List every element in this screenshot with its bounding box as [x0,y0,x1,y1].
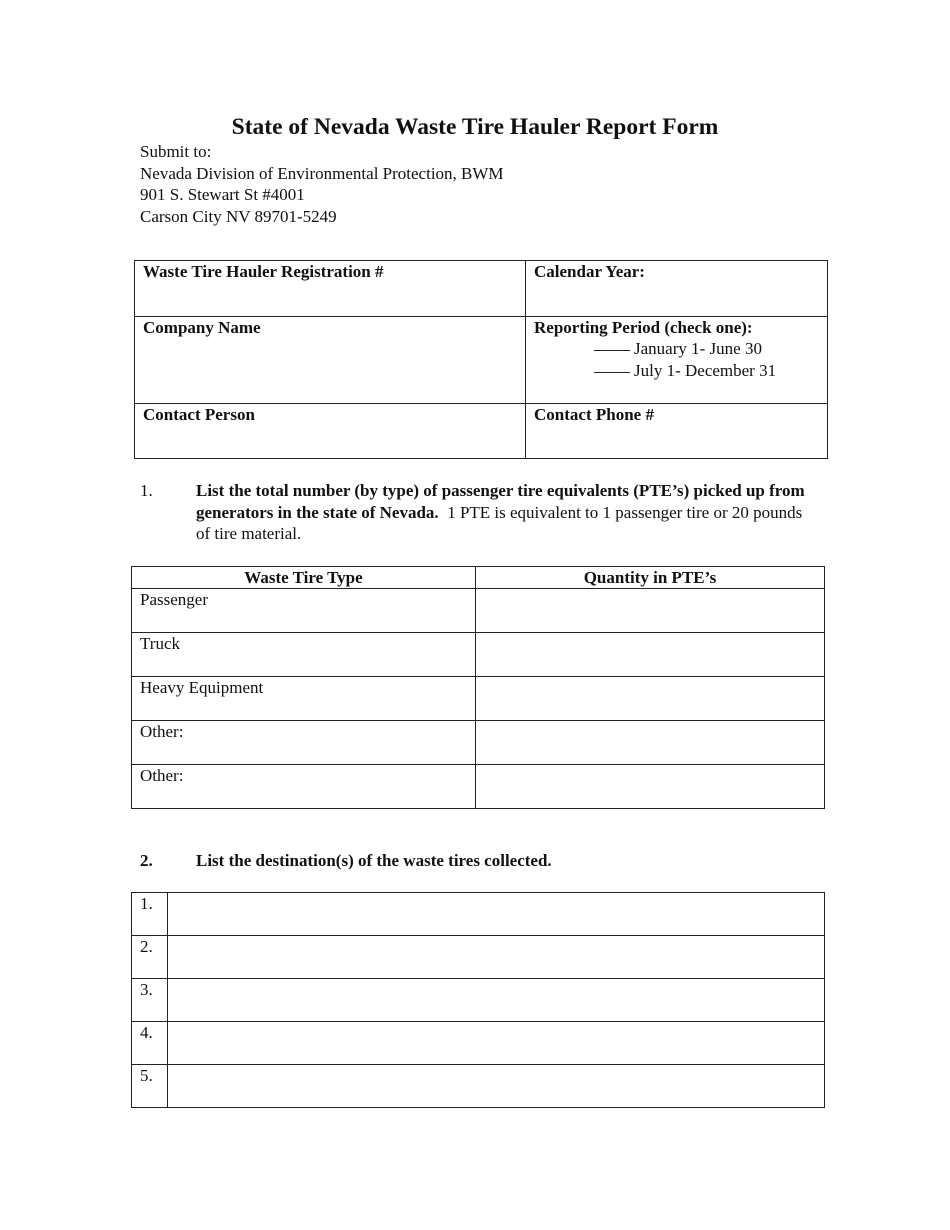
question-1 [140,480,820,545]
table-row [132,936,825,979]
question-1-note: 1 PTE is equivalent to 1 passenger tire or 20 pounds of tire material. [196,502,803,543]
question-1-bold-text: List the total number (by type) of passenger tire equivalents (PTE’s) picked up from generators in the state of Nevada. [196,481,805,522]
destination-input-cell[interactable] [168,1065,825,1108]
tire-type-cell[interactable]: Other: [132,721,476,765]
tire-type-cell: Truck [132,633,476,677]
calendar-year-label: Calendar Year: [534,262,645,281]
column-header-type: Waste Tire Type [132,567,476,589]
contact-phone-label: Contact Phone # [534,405,654,424]
table-row [132,765,825,809]
table-row [132,721,825,765]
destination-number: 4. [132,1022,168,1065]
contact-phone-field[interactable] [526,404,828,459]
contact-person-field[interactable] [135,404,526,459]
destination-input-cell[interactable] [168,936,825,979]
table-row [132,979,825,1022]
quantity-input-cell[interactable] [476,765,825,809]
company-name-field[interactable] [135,317,526,404]
destination-number: 3. [132,979,168,1022]
table-row [132,677,825,721]
table-row [132,589,825,633]
question-1-number: 1. [140,481,153,500]
reporting-period-cell [526,317,828,404]
address-line: Carson City NV 89701-5249 [140,206,337,226]
destination-number: 1. [132,893,168,936]
submit-label: Submit to: [140,142,212,161]
table-row [132,893,825,936]
question-2-text: List the destination(s) of the waste tires collected. [196,851,552,870]
quantity-input-cell[interactable] [476,677,825,721]
destination-number: 2. [132,936,168,979]
waste-tire-type-table [131,566,825,809]
hauler-info-table [134,260,828,459]
destination-input-cell[interactable] [168,1022,825,1065]
calendar-year-field[interactable] [526,261,828,317]
quantity-input-cell[interactable] [476,589,825,633]
table-row [132,1065,825,1108]
question-2 [140,850,552,871]
destination-number: 5. [132,1065,168,1108]
contact-person-label: Contact Person [143,405,255,424]
tire-type-cell: Heavy Equipment [132,677,476,721]
form-title: State of Nevada Waste Tire Hauler Report Form [231,114,719,140]
destinations-table [131,892,825,1108]
check-blank[interactable] [594,349,630,351]
question-2-number: 2. [140,851,153,870]
quantity-input-cell[interactable] [476,633,825,677]
tire-type-cell: Passenger [132,589,476,633]
check-blank[interactable] [594,371,630,373]
table-row [132,1022,825,1065]
registration-field[interactable] [135,261,526,317]
reporting-period-label: Reporting Period (check one): [534,318,753,337]
column-header-quantity: Quantity in PTE’s [476,567,825,589]
submit-address-block [140,141,504,227]
destination-input-cell[interactable] [168,979,825,1022]
address-line: Nevada Division of Environmental Protection, BWM [140,163,504,183]
period-option-first-half[interactable]: January 1- June 30 [534,338,819,360]
company-name-label: Company Name [143,318,261,337]
table-row [132,633,825,677]
period-option-second-half[interactable]: July 1- December 31 [534,360,819,382]
quantity-input-cell[interactable] [476,721,825,765]
address-line: 901 S. Stewart St #4001 [140,185,305,204]
tire-type-cell[interactable]: Other: [132,765,476,809]
destination-input-cell[interactable] [168,893,825,936]
registration-label: Waste Tire Hauler Registration # [143,262,384,281]
